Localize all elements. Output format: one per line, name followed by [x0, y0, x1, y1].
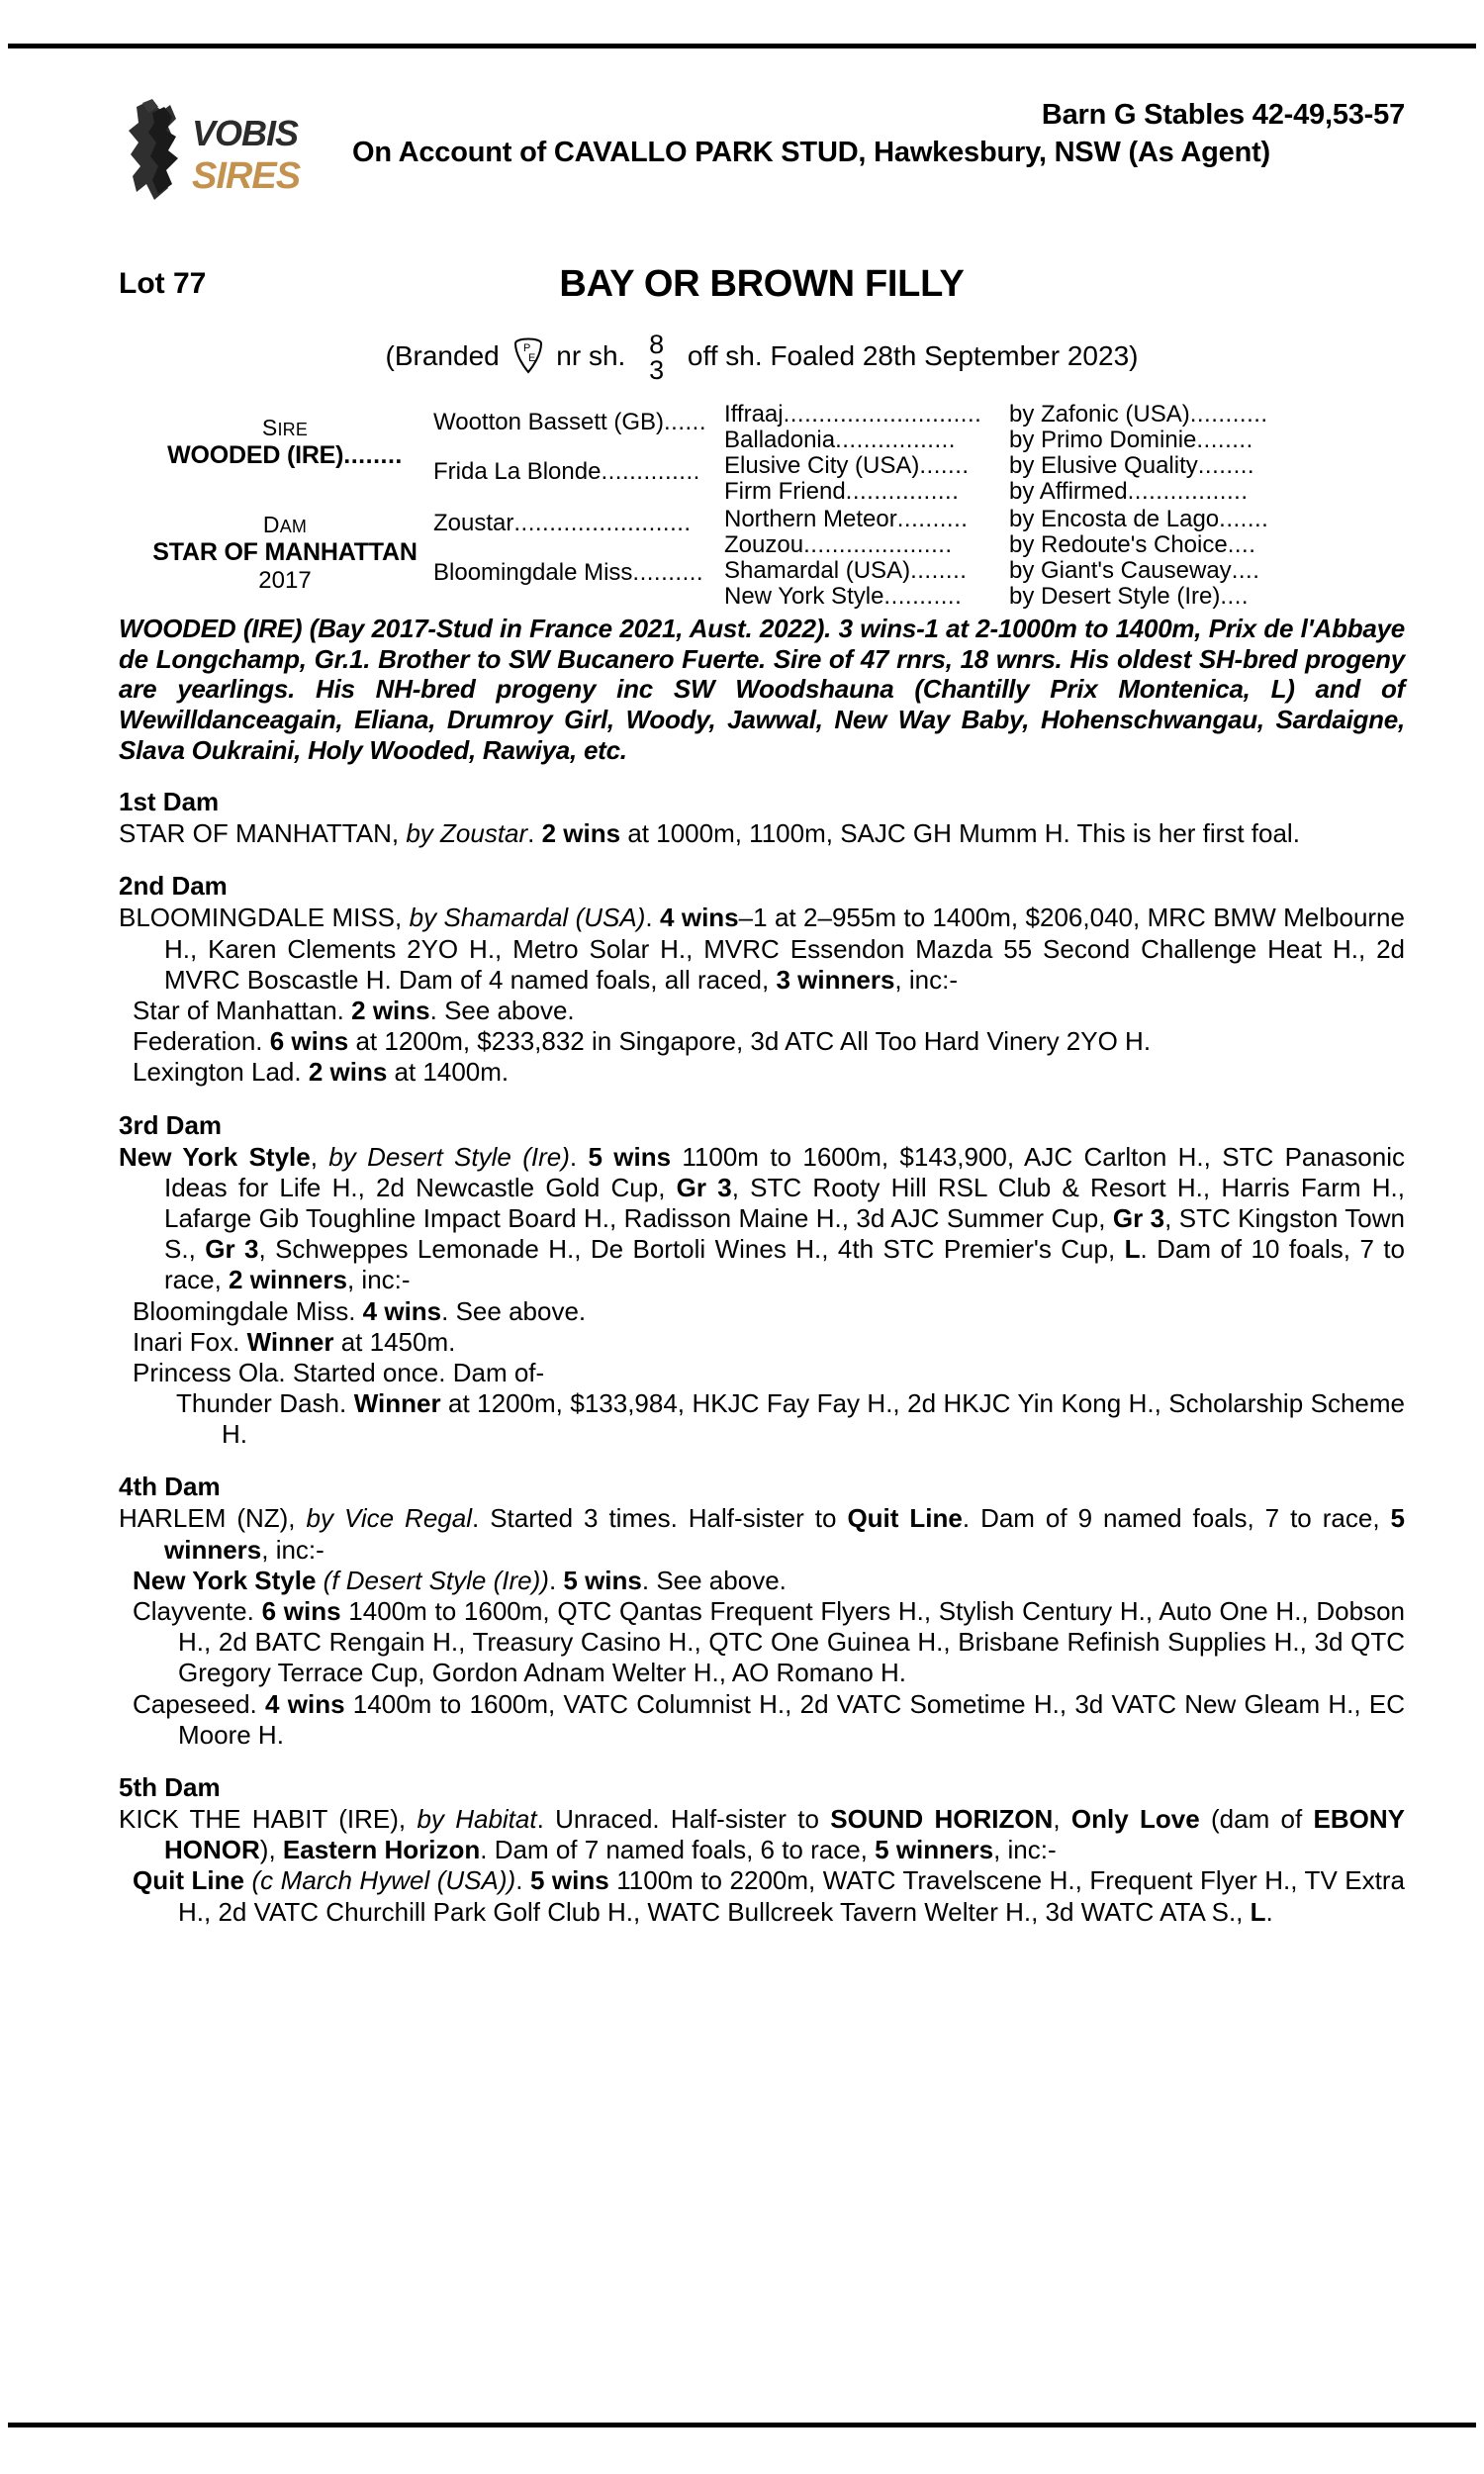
branding-line	[119, 330, 1405, 386]
dam-name: STAR OF MANHATTAN	[152, 537, 417, 566]
pedigree-gen3-1: Balladonia.................	[724, 426, 956, 453]
page-header	[119, 77, 1405, 265]
pedigree-gen3-4: Northern Meteor..........	[724, 505, 969, 532]
pedigree-gen4-3: by Affirmed.................	[1009, 477, 1249, 505]
svg-text:VOBIS: VOBIS	[192, 113, 299, 153]
pedigree-gen4-4: by Encosta de Lago.......	[1009, 505, 1269, 532]
dam-2-progeny-1: Federation. 6 wins at 1200m, $233,832 in Singapore, 3d ATC All Too Hard Vinery 2YO H.	[133, 1026, 1152, 1057]
branding-near-side: nr sh.	[556, 340, 626, 372]
dam-2-by: by Shamardal (USA)	[409, 903, 646, 933]
dam-1-by: by Zoustar	[406, 818, 528, 849]
pedigree-gen3-7: New York Style...........	[724, 582, 963, 610]
brand-fraction-top: 8	[649, 330, 665, 359]
pedigree-gen4-0: by Zafonic (USA)...........	[1009, 400, 1268, 428]
dam-year: 2017	[258, 566, 312, 594]
dam-4-main: HARLEM (NZ), by Vice Regal. Started 3 times. Half-sister to Quit Line. Dam of 9 named foals, 7 to race, 5 winners, inc:-	[119, 1503, 1405, 1565]
pedigree-gen2-3: Bloomingdale Miss..........	[433, 558, 704, 586]
sire-name: WOODED (IRE)........	[167, 440, 403, 469]
sire-summary-paragraph: WOODED (IRE) (Bay 2017-Stud in France 2021, Aust. 2022). 3 wins-1 at 2-1000m to 1400m, Prix de l'Abbaye de Longchamp, Gr.1. Brother to SW Bucanero Fuerte. Sire of 47 rnrs, 18 wnrs. His oldest SH-bred progeny are yearlings. His NH-bred progeny inc SW Woodshauna (Chantilly Prix Montenica, L) and of Wewilldanceagain, Eliana, Drumroy Girl, Woody, Jawwal, New Way Baby, Hohenschwangau, Sardaigne, Slava Oukraini, Holy Wooded, Rawiya, etc.	[119, 613, 1405, 765]
dam-3-by: by Desert Style (Ire)	[328, 1141, 570, 1172]
dam-2-name: BLOOMINGDALE MISS,	[119, 903, 403, 933]
pedigree-table	[119, 400, 1405, 610]
dam-5-main: KICK THE HABIT (IRE), by Habitat. Unraced. Half-sister to SOUND HORIZON, Only Love (dam of EBONY HONOR), Eastern Horizon. Dam of 7 named foals, 6 to race, 5 winners, inc:-	[119, 1803, 1406, 1865]
dam-2-main: BLOOMINGDALE MISS, by Shamardal (USA). 4 wins–1 at 2–955m to 1400m, $206,040, MRC BMW Melbourne H., Karen Clements 2YO H., Metro Solar H., MVRC Essendon Mazda 55 Second Challenge Heat H., 2d MVRC Boscastle H. Dam of 4 named foals, all raced, 3 winners, inc:-	[119, 903, 1405, 995]
pedigree-gen3-2: Elusive City (USA).......	[724, 451, 970, 479]
branding-prefix: (Branded	[385, 340, 500, 372]
brand-fraction-bottom: 3	[649, 355, 665, 386]
dam-heading-1: 1st Dam	[119, 787, 220, 817]
svg-text:E: E	[527, 352, 535, 365]
dam-4-name: HARLEM (NZ),	[119, 1503, 296, 1534]
dam-3-progeny-3: Thunder Dash. Winner at 1200m, $133,984, HKJC Fay Fay H., 2d HKJC Yin Kong H., Scholarship Scheme H.	[176, 1388, 1405, 1450]
dam-4-progeny-2: Capeseed. 4 wins 1400m to 1600m, VATC Columnist H., 2d VATC Sometime H., 3d VATC New Gleam H., EC Moore H.	[133, 1688, 1405, 1750]
dam-3-main: New York Style, by Desert Style (Ire). 5 wins 1100m to 1600m, $143,900, AJC Carlton H., STC Panasonic Ideas for Life H., 2d Newcastle Gold Cup, Gr 3, STC Rooty Hill RSL Club & Resort H., Harris Farm H., Lafarge Gib Toughline Impact Board H., Radisson Maine H., 3d AJC Summer Cup, Gr 3, STC Kingston Town S., Gr 3, Schweppes Lemonade H., De Bortoli Wines H., 4th STC Premier's Cup, L. Dam of 10 foals, 7 to race, 2 winners, inc:-	[119, 1141, 1406, 1295]
pedigree-gen4-7: by Desert Style (Ire)....	[1009, 582, 1250, 610]
barn-stables-label: Barn G Stables 42-49,53-57	[1041, 99, 1405, 131]
dam-1-name: STAR OF MANHATTAN,	[119, 818, 400, 849]
pedigree-gen2-2: Zoustar.........................	[433, 509, 692, 536]
dam-3-progeny-0: Bloomingdale Miss. 4 wins. See above.	[133, 1295, 587, 1326]
sire-label: SIRE	[261, 414, 309, 440]
dam-5-name: KICK THE HABIT (IRE),	[119, 1803, 407, 1834]
pedigree-gen2-1: Frida La Blonde..............	[433, 457, 700, 485]
dam-1-main: STAR OF MANHATTAN, by Zoustar. 2 wins at 1000m, 1100m, SAJC GH Mumm H. This is her first foal.	[119, 818, 1300, 849]
dam-2-progeny-0: Star of Manhattan. 2 wins. See above.	[133, 996, 575, 1026]
lot-number: Lot 77	[119, 267, 207, 300]
dam-heading-2: 2nd Dam	[119, 871, 228, 902]
pedigree-sire-block	[137, 415, 433, 470]
svg-text:P: P	[522, 342, 530, 355]
dam-heading-5: 5th Dam	[119, 1771, 221, 1802]
branding-off-side: off sh. Foaled 28th September 2023)	[687, 340, 1139, 372]
dam-2-winners: 3 winners	[776, 964, 895, 995]
brand-shield-icon	[511, 334, 545, 374]
dam-4-progeny-0: New York Style (f Desert Style (Ire)). 5 wins. See above.	[133, 1565, 787, 1595]
pedigree-gen4-5: by Redoute's Choice....	[1009, 530, 1256, 558]
dam-3-progeny-1: Inari Fox. Winner at 1450m.	[133, 1326, 456, 1357]
brand-symbol-icon	[511, 334, 545, 374]
page-top-rule	[8, 44, 1476, 48]
dam-label: DAM	[262, 511, 308, 537]
pedigree-gen3-5: Zouzou.....................	[724, 530, 953, 558]
pedigree-gen3-0: Iffraaj............................	[724, 400, 982, 428]
horse-name: BAY OR BROWN FILLY	[559, 263, 965, 305]
pedigree-gen4-6: by Giant's Causeway....	[1009, 556, 1260, 584]
dam-heading-3: 3rd Dam	[119, 1109, 223, 1140]
lot-title-row	[119, 265, 1405, 321]
dam-4-by: by Vice Regal	[306, 1503, 472, 1534]
dam-3-wins: 5 wins	[588, 1141, 672, 1172]
dam-1-wins: 2 wins	[541, 818, 621, 849]
pedigree-gen3-6: Shamardal (USA)........	[724, 556, 968, 584]
dam-heading-4: 4th Dam	[119, 1472, 221, 1502]
pedigree-gen3-3: Firm Friend................	[724, 477, 960, 505]
page-bottom-rule	[8, 2423, 1476, 2427]
pedigree-gen4-2: by Elusive Quality........	[1009, 451, 1255, 479]
page-content	[119, 77, 1405, 1928]
svg-text:SIRES: SIRES	[192, 155, 301, 197]
dam-4-progeny-1: Clayvente. 6 wins 1400m to 1600m, QTC Qantas Frequent Flyers H., Stylish Century H., Auto One H., Dobson H., 2d BATC Rengain H., Treasury Casino H., QTC One Guinea H., Brisbane Refinish Supplies H., 3d QTC Gregory Terrace Cup, Gordon Adnam Welter H., AO Romano H.	[133, 1596, 1405, 1688]
pedigree-gen2-0: Wootton Bassett (GB)......	[433, 408, 706, 435]
brand-fraction	[649, 332, 664, 384]
dam-5-progeny-0: Quit Line (c March Hywel (USA)). 5 wins 1100m to 2200m, WATC Travelscene H., Frequent Flyer H., TV Extra H., 2d VATC Churchill Park Golf Club H., WATC Bullcreek Tavern Welter H., 3d WATC ATA S., L.	[133, 1865, 1405, 1927]
dam-2-progeny-2: Lexington Lad. 2 wins at 1400m.	[133, 1057, 510, 1088]
on-account-of-label: On Account of CAVALLO PARK STUD, Hawkesbury, NSW (As Agent)	[351, 137, 1271, 168]
dam-2-wins: 4 wins	[660, 903, 739, 933]
dam-3-progeny-2: Princess Ola. Started once. Dam of-	[133, 1357, 545, 1387]
dam-5-by: by Habitat	[417, 1803, 537, 1834]
dam-3-name: New York Style	[119, 1141, 311, 1172]
pedigree-dam-block	[137, 512, 433, 595]
pedigree-gen4-1: by Primo Dominie........	[1009, 426, 1253, 453]
